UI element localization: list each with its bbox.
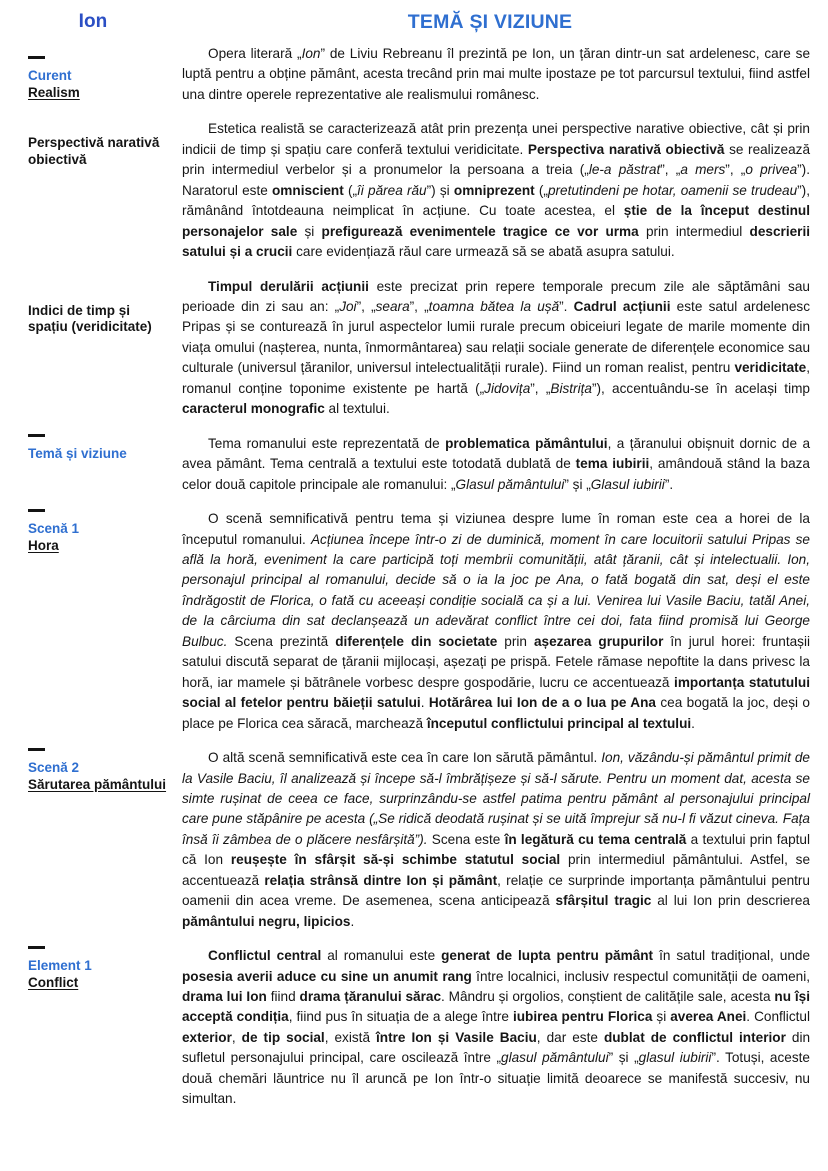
text-run: între Ion și Vasile Baciu	[376, 1029, 537, 1045]
text-run: drama țăranului sărac	[299, 989, 442, 1005]
text-run: Jidovița	[484, 380, 531, 396]
text-run: veridicitate	[734, 360, 807, 376]
sidebar-note	[28, 509, 170, 555]
text-run: , există	[324, 1029, 377, 1045]
text-run: iubirea pentru Florica	[512, 1009, 653, 1025]
text-run: ,	[231, 1029, 242, 1045]
sidebar-note-kicker: Element 1	[28, 958, 92, 974]
sidebar-note	[28, 56, 170, 102]
section-title: TEMĂ ȘI VIZIUNE	[407, 11, 573, 33]
sidebar-note-sub: Sărutarea pământului	[28, 777, 167, 793]
text-run: care evidențiază răul care urmează să se abată asupra satului.	[292, 244, 675, 260]
text-run: Cadrul acțiunii	[573, 298, 671, 314]
sidebar-note-sub: Realism	[28, 85, 80, 100]
text-run: dublat de conflictul interior	[603, 1029, 786, 1045]
text-run: este precizat prin repere temporale precum zile ale săptămâni sau perioade din zi sau an: „	[182, 278, 810, 314]
text-run: omniscient	[272, 182, 344, 198]
text-run: nu își acceptă condiția	[182, 989, 811, 1025]
text-run: Timpul derulării acțiunii	[208, 278, 369, 294]
text-run: .	[350, 913, 355, 929]
text-run: Opera literară	[208, 46, 298, 61]
sidebar-note-sub: Conflict	[28, 975, 79, 991]
text-run: O scenă semnificativă pentru tema și viziunea despre lume în roman este cea a horei de la începutul romanului.	[182, 511, 810, 547]
text-run: al textului.	[324, 401, 390, 417]
text-run: generat de lupta pentru pământ	[441, 948, 654, 964]
text-run: în satul tradițional, unde	[653, 948, 811, 964]
dash-icon	[28, 509, 45, 512]
sidebar-note	[28, 303, 170, 336]
text-run: „	[297, 46, 302, 61]
text-run: . Conflictul	[746, 1009, 810, 1025]
text-run: („	[343, 182, 358, 198]
text-run: începutul conflictului principal al textului	[426, 715, 692, 731]
page-header	[14, 10, 814, 44]
text-run: , a țăranului obișnuit dornic de a avea pământ. Tema centrală a textului este totodată dublată de	[182, 435, 810, 472]
sidebar-note-label: Indici de timp și spațiu (veridicitate)	[28, 302, 152, 335]
text-run: ” și „	[608, 1050, 639, 1066]
text-run: așezarea grupurilor	[533, 633, 664, 649]
paragraph	[182, 509, 810, 734]
text-run: Ion	[301, 46, 321, 61]
text-run: ”, „	[660, 162, 681, 178]
text-run: pământului negru, lipicios	[182, 913, 351, 929]
text-run: relația strânsă dintre Ion și pământ	[264, 872, 498, 888]
text-run: Glasul pământului	[455, 476, 565, 492]
text-run: importanța statutului social al fetelor pentru băieții satului	[182, 674, 810, 711]
text-run: ”, „	[530, 380, 551, 396]
text-run: prefigurează evenimentele tragice ce vor urma	[321, 223, 639, 239]
sidebar-note	[28, 135, 170, 168]
text-run: pretutindeni pe hotar, oamenii se trudeau	[547, 182, 798, 198]
text-run: glasul iubirii	[638, 1050, 712, 1066]
text-run: , dar este	[536, 1029, 604, 1045]
text-run: fiind	[266, 989, 300, 1005]
text-run: a mers	[680, 162, 726, 178]
text-run: toamna bătea la ușă	[428, 298, 560, 314]
text-run: Joi	[339, 298, 357, 314]
sidebar-note-kicker: Curent	[28, 68, 72, 83]
text-run: seara	[375, 298, 410, 314]
sidebar-note	[28, 434, 170, 463]
text-run: în legătură cu tema centrală	[504, 831, 687, 847]
text-run: și	[652, 1009, 671, 1025]
main-text-column	[172, 44, 814, 1110]
text-run: Scena este	[427, 831, 505, 847]
sidebar-note-sub: Hora	[28, 538, 59, 554]
text-run: ”), accentuându-se în același timp	[591, 380, 810, 396]
text-run: Scena prezintă	[227, 633, 336, 649]
text-run: problematica pământului	[445, 435, 608, 451]
text-run: Acțiunea începe într-o zi de duminică, moment în care locuitorii satului Pripas se află la horă, eveniment la care participă toți membrii comunității, atât țăranii, cât și intelectualii. Ion, personajul principal al romanului, decide să o ia la joc pe Ana, o fată bogată din sat, deși el este îndrăgostit de Florica, o fată cu aceeași condiție socială ca și a lui. Venirea lui Vasile Baciu, tatăl Anei, de la cârciuma din sat declanșează un adevărat conflict între cei doi, fata fiind promisă lui George Bulbuc.	[182, 531, 810, 649]
text-run: Bistrița	[550, 380, 592, 396]
sidebar-note-kicker: Temă și viziune	[28, 445, 127, 461]
paragraph	[182, 44, 810, 105]
text-run: Conflictul central	[208, 948, 322, 964]
sidebar-note	[28, 946, 170, 992]
paragraph	[182, 434, 810, 495]
text-run: ”) și	[426, 182, 454, 198]
text-run: glasul pământului	[501, 1050, 609, 1066]
text-run: o privea	[745, 162, 798, 178]
text-run: al lui Ion prin descrierea	[651, 893, 810, 909]
paragraph	[182, 277, 810, 420]
sidebar-note-kicker: Scenă 1	[28, 521, 80, 537]
text-run: .	[691, 715, 695, 731]
text-run: caracterul monografic	[182, 401, 325, 417]
text-run: îi părea rău	[357, 182, 427, 198]
text-run: ”, „	[356, 298, 376, 314]
text-run: în jurul horei: fruntașii satului discută separat de țăranii mijlocași, așezați pe prispă. Fetele rămase nepoftite la dans privesc la horă, iar mamele și bătrânele vorbesc despre gospodărie, lucru ce accentuează	[182, 633, 810, 690]
dash-icon	[28, 434, 45, 437]
text-run: reușește în sfârșit să-și schimbe statutul social	[230, 852, 561, 868]
text-run: ”.	[559, 298, 574, 314]
text-run: , relație ce surprinde importanța pământului pentru oamenii din acea vreme. De asemenea, scena anticipează	[182, 872, 810, 909]
text-run: prin	[497, 633, 534, 649]
text-run: („	[534, 182, 548, 198]
text-run: ”.	[664, 476, 674, 492]
text-run: știe de la început destinul personajelor sale	[182, 203, 810, 239]
dash-icon	[28, 946, 45, 949]
text-run: diferențele din societate	[335, 633, 498, 649]
sidebar-note	[28, 748, 170, 794]
text-run: ” și „	[564, 476, 591, 492]
text-run: .	[420, 695, 429, 711]
text-run: ”, „	[409, 298, 429, 314]
text-run: drama lui Ion	[182, 989, 267, 1005]
text-run: descrierii satului și a crucii	[182, 223, 811, 260]
text-run: posesia averii aduce cu sine un anumit rang	[182, 968, 472, 984]
text-run: de tip social	[241, 1029, 325, 1045]
text-run: le-a păstrat	[588, 162, 661, 178]
text-run: este satul ardelenesc Pripas și se conturează în jurul aspectelor lumii rurale precum obiceiuri legate de marile momente din viața omului (nașterea, nunta, înmormântarea) sau relații sociale generate de diferențele economice sau culturale (universul țăranilor, universul intelectualității rurale). Fiind un roman realist, pentru	[182, 298, 810, 376]
text-run: Perspectiva narativă obiectivă	[527, 141, 725, 157]
text-run: Glasul iubirii	[590, 476, 665, 492]
text-run: ”), rămânând întotdeauna neimplicat în acțiune. Cu toate acestea, el	[182, 182, 810, 219]
text-run: ”. Totuși, aceste două chemări lăuntrice nu îl aruncă pe Ion într-o situație limită deoarece se manifestă succesiv, nu simultan.	[182, 1050, 810, 1107]
paragraph	[182, 119, 810, 262]
text-run: sfârșitul tragic	[555, 893, 652, 909]
paragraph	[182, 748, 810, 932]
text-run: din sufletul personajului principal, care oscilează între „	[182, 1029, 811, 1066]
text-run: , fiind pus în situația de a alege între	[288, 1009, 513, 1025]
dash-icon	[28, 748, 45, 751]
text-run: exterior	[182, 1029, 232, 1045]
text-run: Tema romanului este reprezentată de	[208, 435, 446, 451]
text-run: se realizează prin intermediul verbelor și a pronumelor la persoana a treia („	[182, 141, 810, 178]
sidebar-note-label: Perspectivă narativă obiectivă	[28, 135, 160, 167]
document-title: Ion	[78, 11, 108, 32]
dash-icon	[28, 56, 45, 59]
text-run: prin intermediul	[638, 223, 750, 239]
text-run: ”, „	[725, 162, 746, 178]
text-run: a textului prin faptul că Ion	[182, 831, 810, 868]
text-run: Hotărârea lui Ion de a o lua pe Ana	[428, 695, 656, 711]
sidebar-note-kicker: Scenă 2	[28, 760, 80, 776]
paragraph	[182, 946, 810, 1110]
text-run: averea Anei	[670, 1009, 747, 1025]
text-run: ”). Naratorul este	[182, 162, 810, 198]
text-run: , romanul conține toponime existente pe hartă („	[182, 360, 810, 396]
text-run: cea bogată la joc, deși o place pe Florica cea săracă, marchează	[182, 695, 810, 731]
text-run: al romanului este	[321, 948, 442, 964]
text-run: , amândouă stând la baza celor două capitole principale ale romanului: „	[182, 456, 810, 492]
page-body	[14, 44, 814, 1110]
text-run: între localnici, inclusiv respectul comunității de oameni,	[471, 968, 810, 984]
text-run: omniprezent	[453, 182, 535, 198]
text-run: O altă scenă semnificativă este cea în care Ion sărută pământul.	[208, 750, 602, 766]
text-run: Ion, văzându-și pământul primit de la Vasile Baciu, îl analizează și începe să-l îmbrățișeze și să-l sărute. Pentru un moment dat, acesta se simte rușinat de ceea ce face, surprinzându-se astfel patima pentru pământ al personajului principal care pune stăpânire pe acesta („Se ridică deodată rușinat și se uită împrejur să nu-l fi văzut cineva. Fața însă îi zâmbea de o plăcere nesfârșită”).	[182, 750, 810, 847]
text-run: tema iubirii	[575, 456, 650, 472]
text-run: . Mândru și orgolios, conștient de calitățile sale, acesta	[441, 989, 775, 1005]
text-run: Estetica realistă se caracterizează atât prin prezența unei perspective narative obiective, cât și prin indicii de timp și spațiu care conferă textului veridicitate.	[182, 121, 810, 157]
text-run: prin intermediul pământului. Astfel, se accentuează	[182, 852, 810, 888]
text-run: și	[297, 223, 322, 239]
text-run: ” de Liviu Rebreanu îl prezintă pe Ion, un țăran dintr-un sat ardelenesc, care se luptă pentru a obține pământ, acesta trecând prin mai multe ipostaze pe tot parcursul textului, fiind astfel una dintre operele reprezentative ale realismului românesc.	[182, 46, 810, 102]
